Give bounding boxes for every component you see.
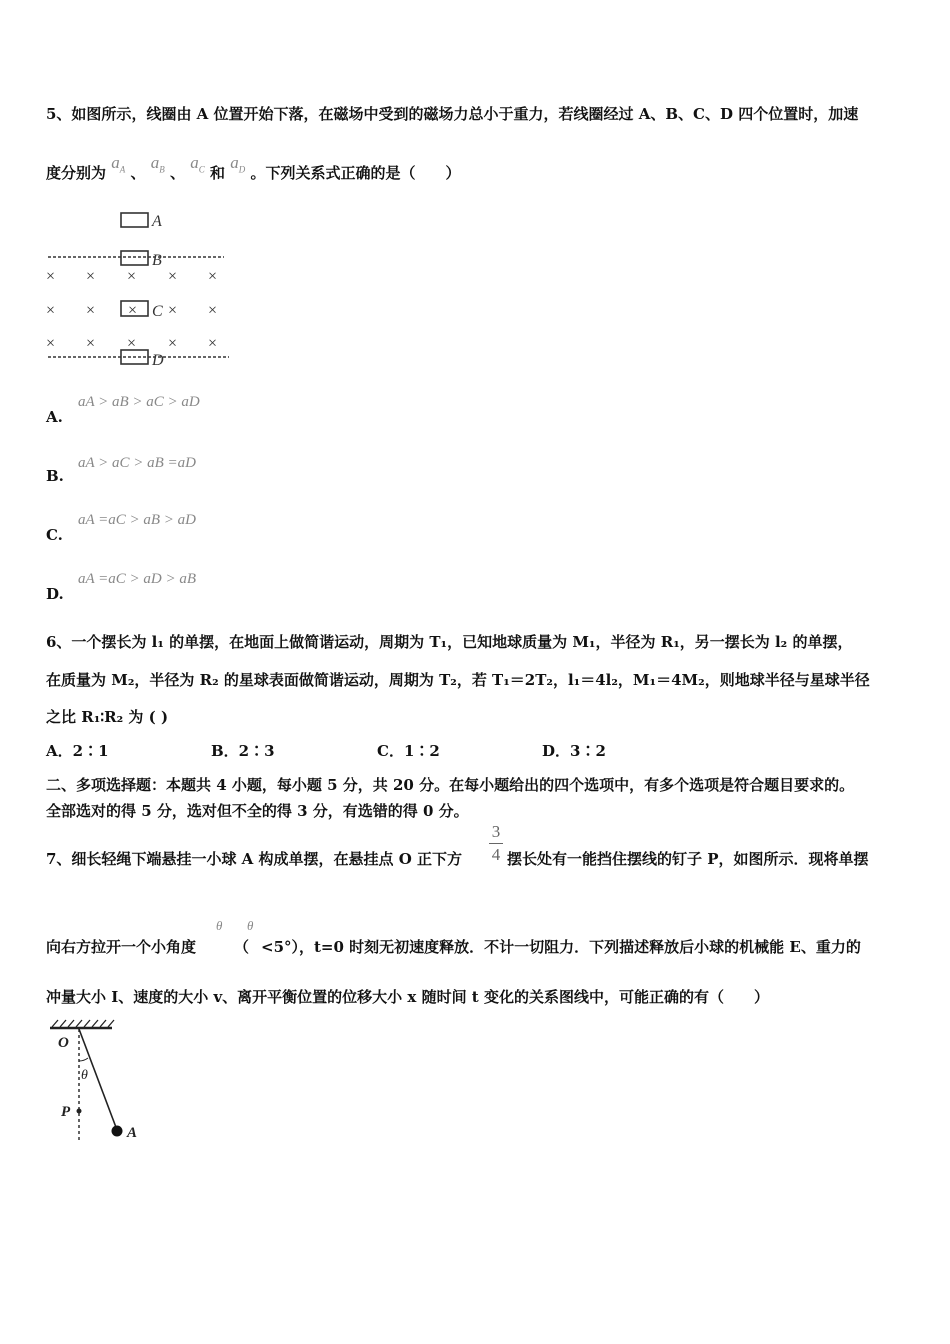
symbol-aC: $a_C$ bbox=[190, 153, 205, 175]
q7-line1-part2: 摆长处有一能挡住摆线的钉子 P，如图所示．现将单摆 bbox=[507, 850, 869, 868]
q5-option-c-expr: aA =aC > aB > aD bbox=[78, 512, 197, 528]
magnetic-field-figure bbox=[44, 205, 244, 370]
angle-arc bbox=[79, 1058, 88, 1061]
q6-option-b: B．2∶3 bbox=[211, 742, 275, 760]
cross: × bbox=[86, 268, 96, 285]
cross-in-coil: × bbox=[128, 302, 138, 319]
fraction-numerator: 3 bbox=[491, 822, 501, 841]
cross: × bbox=[208, 302, 218, 319]
cross: × bbox=[46, 335, 56, 352]
coil-B bbox=[121, 251, 148, 265]
q6-line2: 在质量为 M₂，半径为 R₂ 的星球表面做简谐运动，周期为 T₂，若 T₁＝2T₂，l₁＝4l₂，M₁＝4M₂，则地球半径与星球半径 bbox=[46, 671, 870, 689]
label-O: O bbox=[58, 1035, 69, 1051]
q7-line2-part1: 向右方拉开一个小角度 bbox=[46, 938, 197, 956]
q5-option-a-label: A. bbox=[46, 408, 63, 426]
q7-fraction bbox=[489, 822, 503, 865]
nail-P bbox=[77, 1109, 82, 1114]
ball-A bbox=[112, 1126, 123, 1137]
q5-line2 bbox=[46, 153, 461, 184]
label-theta: θ bbox=[81, 1068, 88, 1083]
q7-line3: 冲量大小 I、速度的大小 v、离开平衡位置的位移大小 x 随时间 t 变化的关系图线中，可能正确的有（ ） bbox=[46, 988, 769, 1006]
cross: × bbox=[208, 335, 218, 352]
cross: × bbox=[127, 335, 137, 352]
label-B: B bbox=[152, 252, 162, 269]
cross: × bbox=[168, 302, 178, 319]
q6-line1: 6、一个摆长为 l₁ 的单摆，在地面上做简谐运动，周期为 T₁，已知地球质量为 M₁，半径为 R₁，另一摆长为 l₂ 的单摆， bbox=[46, 633, 853, 651]
label-P: P bbox=[61, 1104, 71, 1120]
q6-option-d: D．3∶2 bbox=[542, 742, 606, 760]
coil-A bbox=[121, 213, 148, 227]
cross: × bbox=[46, 302, 56, 319]
cross: × bbox=[46, 268, 56, 285]
fraction-denominator: 4 bbox=[491, 845, 501, 864]
label-D: D bbox=[152, 352, 164, 369]
q5-option-b-label: B. bbox=[46, 467, 64, 485]
q5-option-a-expr: aA > aB > aC > aD bbox=[78, 394, 200, 410]
cross: × bbox=[168, 335, 178, 352]
cross: × bbox=[86, 335, 96, 352]
symbol-aB: $a_B$ bbox=[150, 153, 165, 175]
theta-symbol: θ bbox=[216, 918, 223, 933]
q6-line3: 之比 R₁∶R₂ 为 ( ) bbox=[46, 708, 169, 726]
q6-option-a: A．2∶1 bbox=[46, 742, 109, 760]
symbol-aA: $a_A$ bbox=[111, 153, 126, 175]
cross: × bbox=[168, 268, 178, 285]
theta-symbol: θ bbox=[247, 918, 254, 933]
q7-line2-paren: （ bbox=[234, 938, 250, 956]
q5-line2-suffix: 。下列关系式正确的是（ ） bbox=[250, 164, 461, 182]
cross: × bbox=[127, 268, 137, 285]
label-C: C bbox=[152, 303, 163, 320]
section2-line2: 全部选对的得 5 分，选对但不全的得 3 分，有选错的得 0 分。 bbox=[46, 802, 469, 820]
q5-option-d-label: D. bbox=[46, 585, 64, 603]
pendulum-figure bbox=[44, 1018, 154, 1148]
cross: × bbox=[208, 268, 218, 285]
q5-line2-prefix: 度分别为 bbox=[46, 164, 107, 182]
label-A: A bbox=[127, 1125, 138, 1141]
cross: × bbox=[86, 302, 96, 319]
symbol-aD: $a_D$ bbox=[230, 153, 246, 175]
and-word: 和 bbox=[209, 164, 225, 182]
separator: 、 bbox=[130, 164, 146, 182]
label-A: A bbox=[152, 213, 162, 230]
q5-option-c-label: C. bbox=[46, 526, 63, 544]
q7-line2-part2: <5°），t=0 时刻无初速度释放．不计一切阻力．下列描述释放后小球的机械能 E、重力的 bbox=[261, 938, 861, 956]
ceiling-hatch bbox=[52, 1020, 114, 1027]
q6-option-c: C．1∶2 bbox=[377, 742, 440, 760]
q5-option-b-expr: aA > aC > aB =aD bbox=[78, 455, 197, 471]
section2-line1: 二、多项选择题：本题共 4 小题，每小题 5 分，共 20 分。在每小题给出的四个选项中，有多个选项是符合题目要求的。 bbox=[46, 776, 855, 794]
q5-line1: 5、如图所示，线圈由 A 位置开始下落，在磁场中受到的磁场力总小于重力，若线圈经过 A、B、C、D 四个位置时，加速 bbox=[46, 105, 859, 123]
separator: 、 bbox=[169, 164, 185, 182]
q7-line1-part1: 7、细长轻绳下端悬挂一小球 A 构成单摆，在悬挂点 O 正下方 bbox=[46, 850, 463, 868]
q5-option-d-expr: aA =aC > aD > aB bbox=[78, 571, 197, 587]
